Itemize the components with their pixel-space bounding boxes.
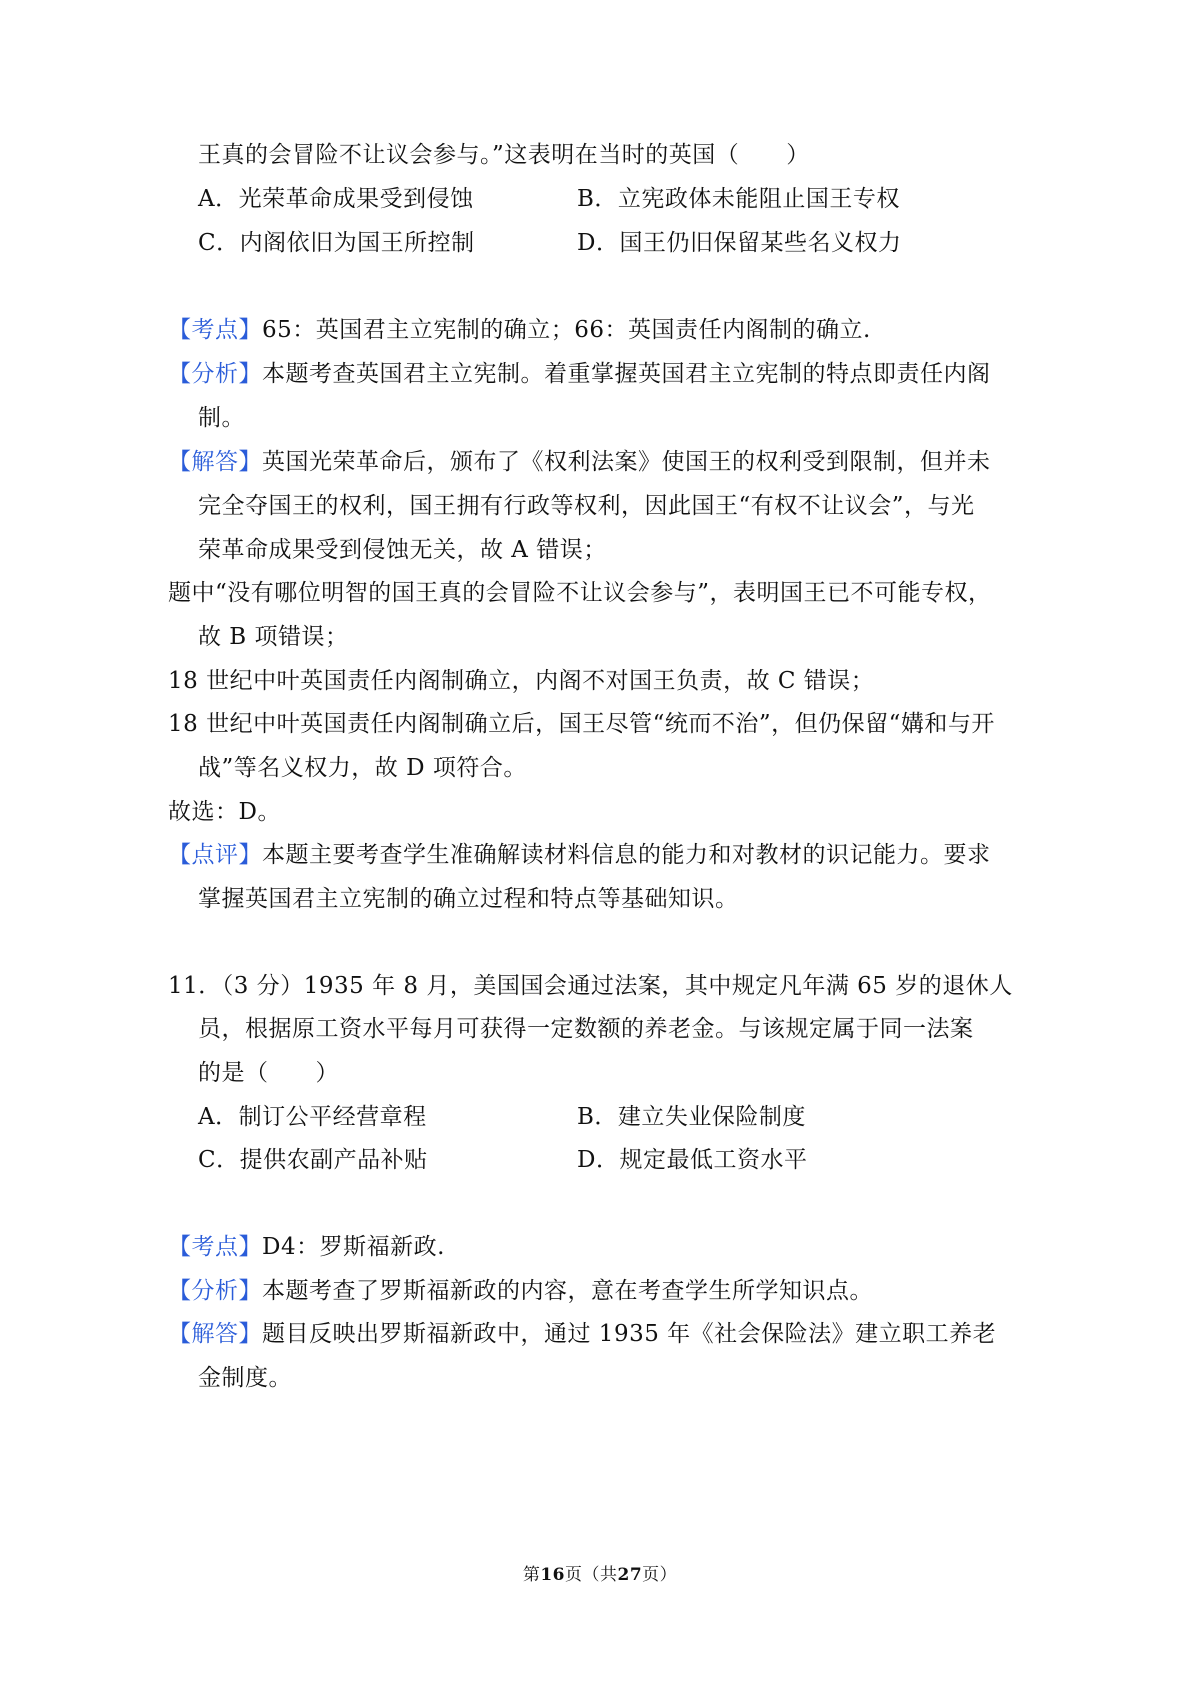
q10-fenxi: 【分析】本题考查英国君主立宪制。着重掌握英国君主立宪制的特点即责任内阁 [168,361,991,387]
q11-jieda-line-2: 金制度。 [198,1365,292,1391]
current-page-number: 16 [540,1565,565,1585]
q10-option-b: B．立宪政体未能阻止国王专权 [577,186,900,212]
q10-jieda-line-3: 荣革命成果受到侵蚀无关，故 A 错误； [198,537,607,563]
q11-fenxi: 【分析】本题考查了罗斯福新政的内容，意在考查学生所学知识点。 [168,1278,873,1304]
page-footer: 第16页（共27页） [522,1565,678,1585]
fenxi-tag: 【分析】 [168,361,262,387]
q10-fenxi-line-2: 制。 [198,405,245,431]
q10-jieda: 【解答】英国光荣革命后，颁布了《权利法案》使国王的权利受到限制，但并未 [168,449,991,475]
q10-jieda-line-4: 题中“没有哪位明智的国王真的会冒险不让议会参与”，表明国王已不可能专权， [168,580,992,606]
q10-option-a: A．光荣革命成果受到侵蚀 [198,186,474,212]
q10-dianping-line-2: 掌握英国君主立宪制的确立过程和特点等基础知识。 [198,886,739,912]
kaodian-tag: 【考点】 [168,317,262,343]
q11-option-a: A．制订公平经营章程 [198,1104,427,1130]
q10-jieda-line-8: 战”等名义权力，故 D 项符合。 [198,755,527,781]
q10-jieda-line-2: 完全夺国王的权利，国王拥有行政等权利，因此国王“有权不让议会”，与光 [198,493,975,519]
q11-stem-line-2: 员，根据原工资水平每月可获得一定数额的养老金。与该规定属于同一法案 [198,1016,974,1042]
jieda-tag: 【解答】 [168,1321,262,1347]
q10-stem-tail: 王真的会冒险不让议会参与。”这表明在当时的英国（ ） [198,142,810,168]
q11-option-b: B．建立失业保险制度 [577,1104,806,1130]
q11-stem-line-3: 的是（ ） [198,1060,339,1086]
jieda-tag: 【解答】 [168,449,262,475]
q10-jieda-line-6: 18 世纪中叶英国责任内阁制确立，内阁不对国王负责，故 C 错误； [168,668,875,694]
dianping-tag: 【点评】 [168,842,262,868]
fenxi-tag: 【分析】 [168,1278,262,1304]
q11-stem: 11．（3 分）1935 年 8 月，美国国会通过法案，其中规定凡年满 65 岁的退休人 [168,973,1013,999]
total-page-number: 27 [617,1565,643,1585]
kaodian-tag: 【考点】 [168,1234,262,1260]
q10-answer: 故选：D。 [168,799,281,825]
q11-option-c: C．提供农副产品补贴 [198,1147,428,1173]
q10-jieda-line-7: 18 世纪中叶英国责任内阁制确立后，国王尽管“统而不治”，但仍保留“媾和与开 [168,711,995,737]
q11-jieda: 【解答】题目反映出罗斯福新政中，通过 1935 年《社会保险法》建立职工养老 [168,1321,997,1347]
q11-kaodian: 【考点】D4：罗斯福新政. [168,1234,445,1260]
q10-kaodian: 【考点】65：英国君主立宪制的确立；66：英国责任内阁制的确立. [168,317,871,343]
q10-option-c: C．内阁依旧为国王所控制 [198,230,475,256]
question-number: 11． [168,973,222,999]
q10-option-d: D．国王仍旧保留某些名义权力 [577,230,902,256]
q10-dianping: 【点评】本题主要考查学生准确解读材料信息的能力和对教材的识记能力。要求 [168,842,991,868]
q11-option-d: D．规定最低工资水平 [577,1147,808,1173]
q10-jieda-line-5: 故 B 项错误； [198,624,349,650]
